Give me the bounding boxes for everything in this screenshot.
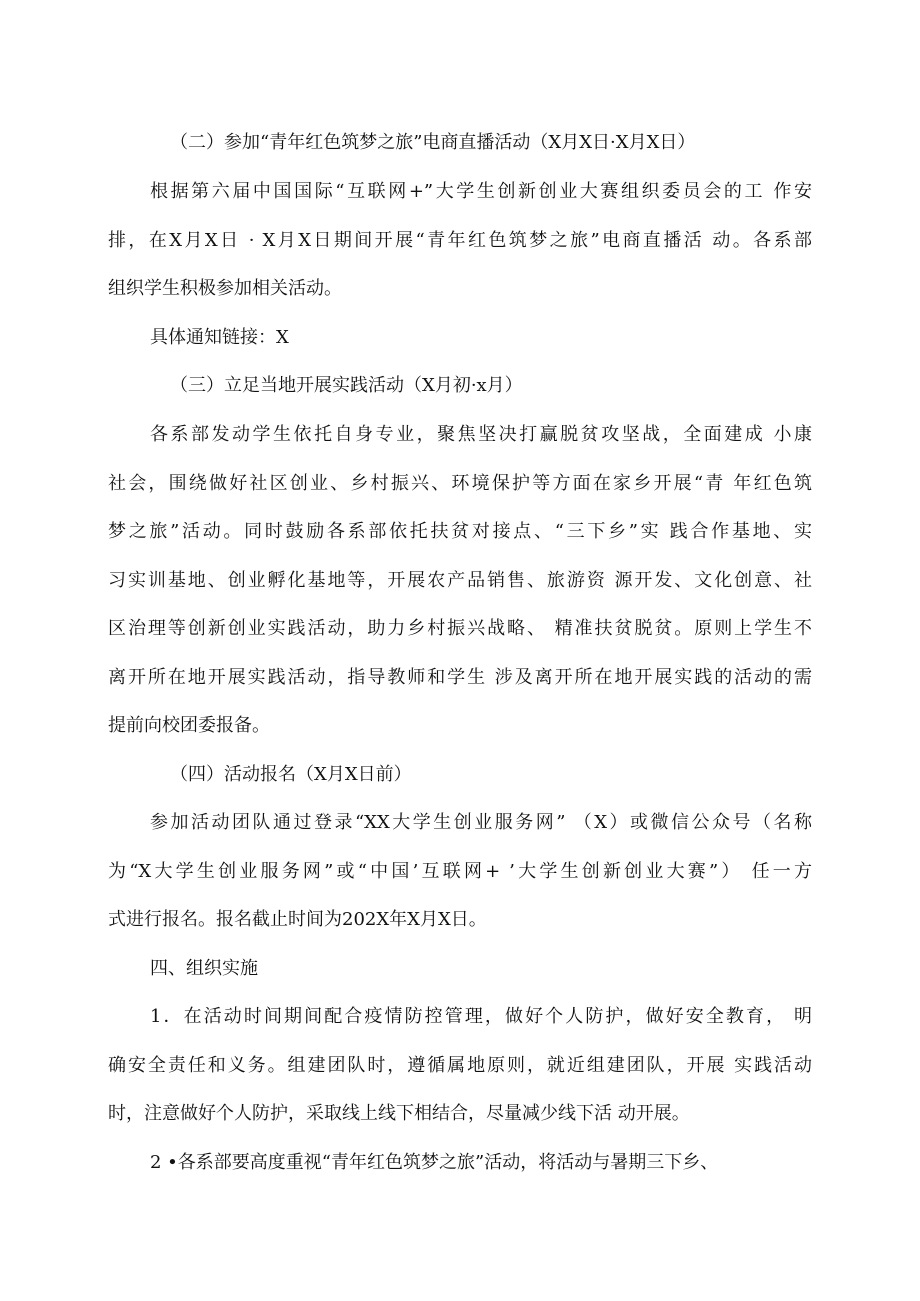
paragraph-line: 组织学生积极参加相关活动。 — [108, 278, 342, 299]
list-item: 1．在活动时间期间配合疫情防控管理，做好个人防护，做好安全教育， 明 — [150, 1006, 812, 1027]
paragraph-line: 确安全责任和义务。组建团队时，遵循属地原则，就近组建团队，开展 实践活动 — [108, 1055, 812, 1076]
paragraph-line: 提前向校团委报备。 — [108, 715, 270, 736]
paragraph-line: 时，注意做好个人防护，采取线上线下相结合，尽量减少线下活 动开展。 — [108, 1103, 690, 1124]
section-heading-4: （四）活动报名（X月X日前） — [170, 764, 412, 785]
section-heading-3: （三）立足当地开展实践活动（X月初·x月） — [170, 375, 523, 396]
paragraph-line: 式进行报名。报名截止时间为202X年X月X日。 — [108, 909, 487, 930]
part-heading: 四、组织实施 — [150, 958, 258, 979]
section-heading-2: （二）参加“青年红色筑梦之旅”电商直播活动（X月X日·X月X日） — [170, 132, 696, 153]
paragraph-line: 社会，围绕做好社区创业、乡村振兴、环境保护等方面在家乡开展“青 年红色筑 — [108, 473, 812, 494]
list-item: 2 •各系部要高度重视“青年红色筑梦之旅”活动，将活动与暑期三下乡、 — [150, 1152, 719, 1173]
paragraph-line: 为“X大学生创业服务网”或“中国’互联网+ ’大学生创新创业大赛”） 任一方 — [108, 861, 812, 882]
paragraph-line: 参加活动团队通过登录“XX大学生创业服务网” （X）或微信公众号（名称 — [150, 812, 812, 833]
paragraph-line: 排，在X月X日 · X月X日期间开展“青年红色筑梦之旅”电商直播活 动。各系部 — [108, 230, 812, 251]
paragraph-line: 离开所在地开展实践活动，指导教师和学生 涉及离开所在地开展实践的活动的需 — [108, 667, 812, 688]
notice-link-line: 具体通知链接：X — [150, 327, 289, 348]
paragraph-line: 习实训基地、创业孵化基地等，开展农产品销售、旅游资 源开发、文化创意、社 — [108, 570, 812, 591]
paragraph-line: 根据第六届中国国际“互联网+”大学生创新创业大赛组织委员会的工 作安 — [150, 181, 812, 202]
paragraph-line: 区治理等创新创业实践活动，助力乡村振兴战略、 精准扶贫脱贫。原则上学生不 — [108, 618, 812, 639]
paragraph-line: 梦之旅”活动。同时鼓励各系部依托扶贫对接点、“三下乡”实 践合作基地、实 — [108, 521, 812, 542]
paragraph-line: 各系部发动学生依托自身专业，聚焦坚决打赢脱贫攻坚战，全面建成 小康 — [150, 424, 812, 445]
